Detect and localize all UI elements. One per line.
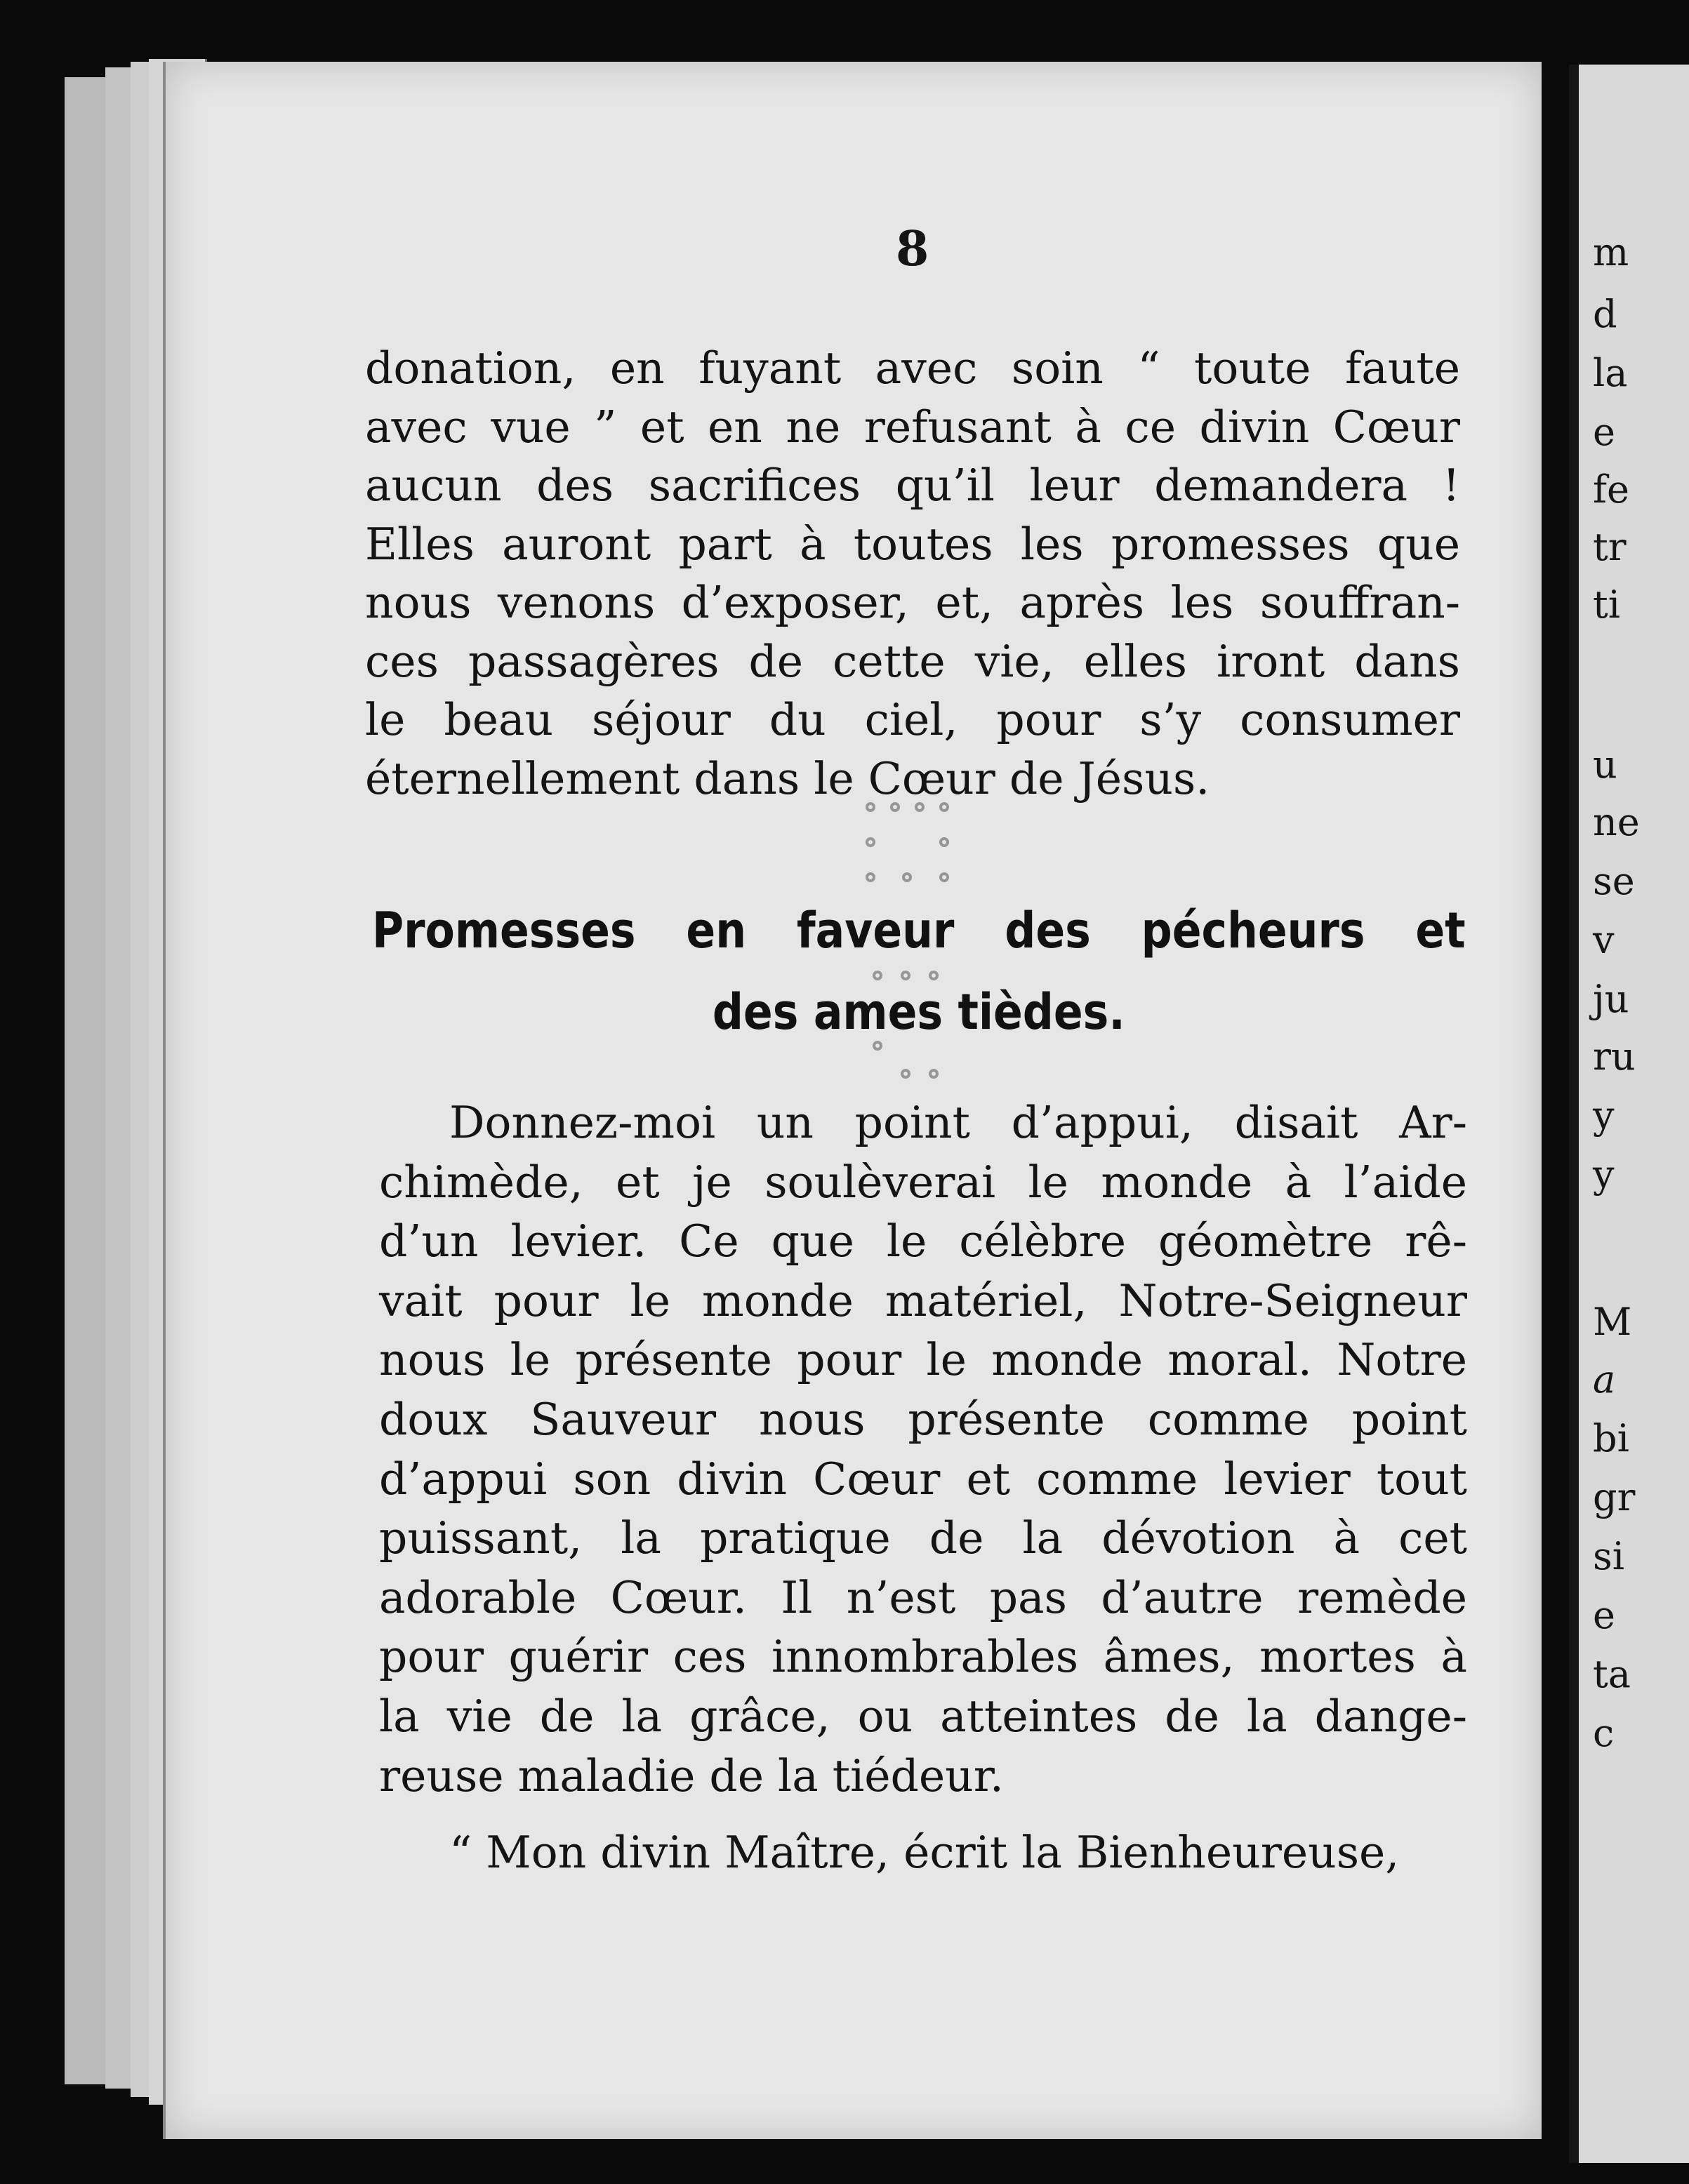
- adjacent-page-text-fragment: ju: [1593, 977, 1629, 1021]
- adjacent-page-text-fragment: u: [1593, 743, 1617, 787]
- adjacent-page-text-fragment: gr: [1593, 1475, 1636, 1519]
- text-line: Elles auront part à toutes les promesses que: [365, 518, 1460, 570]
- text-line: Donnez-moi un point d’appui, disait Ar-: [449, 1097, 1467, 1148]
- adjacent-page-text-fragment: ta: [1593, 1652, 1631, 1696]
- text-line: donation, en fuyant avec soin “ toute faute: [365, 342, 1460, 394]
- text-line: doux Sauveur nous présente comme point: [379, 1394, 1467, 1445]
- adjacent-page-text-fragment: fe: [1593, 467, 1629, 512]
- text-line: puissant, la pratique de la dévotion à cet: [379, 1512, 1467, 1564]
- heading-line-2: des ames tièdes.: [712, 983, 1125, 1041]
- adjacent-page-text-fragment: M: [1593, 1300, 1632, 1344]
- adjacent-page-text-fragment: tr: [1593, 525, 1627, 569]
- adjacent-page-text-fragment: m: [1593, 230, 1629, 274]
- text-line: vait pour le monde matériel, Notre-Seigneur: [379, 1274, 1467, 1326]
- text-line: nous venons d’exposer, et, après les souffran-: [365, 577, 1460, 628]
- text-line: d’appui son divin Cœur et comme levier tout: [379, 1453, 1467, 1505]
- text-line: adorable Cœur. Il n’est pas d’autre remède: [379, 1571, 1467, 1623]
- adjacent-page-text-fragment: se: [1593, 859, 1635, 903]
- adjacent-page-text-fragment: ru: [1593, 1034, 1636, 1079]
- adjacent-page-text-fragment: e: [1593, 1593, 1615, 1637]
- text-line: reuse maladie de la tiédeur.: [379, 1750, 1004, 1802]
- text-line: pour guérir ces innombrables âmes, mortes à: [379, 1631, 1467, 1683]
- text-line: aucun des sacrifices qu’il leur demandera !: [365, 460, 1460, 511]
- heading-line-1: Promesses en faveur des pécheurs et: [372, 902, 1466, 959]
- text-line: nous le présente pour le monde moral. Notre: [379, 1334, 1467, 1386]
- section-heading: [372, 890, 1466, 1053]
- adjacent-page-text-fragment: ne: [1593, 800, 1640, 844]
- adjacent-page-text-fragment: d: [1593, 292, 1617, 336]
- page-number: 8: [896, 221, 929, 277]
- adjacent-page-fragment: [1569, 65, 1689, 2163]
- text-line: d’un levier. Ce que le célèbre géomètre rê-: [379, 1216, 1467, 1267]
- adjacent-page-text-fragment: e: [1593, 410, 1615, 454]
- text-line: ces passagères de cette vie, elles iront dans: [365, 635, 1460, 687]
- adjacent-page-text-fragment: y: [1593, 1093, 1615, 1138]
- text-line: la vie de la grâce, ou atteintes de la dange-: [379, 1691, 1467, 1742]
- adjacent-page-text-fragment: a: [1593, 1357, 1616, 1401]
- adjacent-page-text-fragment: y: [1593, 1152, 1615, 1197]
- adjacent-page-text-fragment: ti: [1593, 582, 1620, 627]
- adjacent-page-text-fragment: v: [1593, 918, 1615, 962]
- text-line: avec vue ” et en ne refusant à ce divin Cœur: [365, 401, 1460, 453]
- adjacent-page-text-fragment: c: [1593, 1711, 1615, 1755]
- text-line: le beau séjour du ciel, pour s’y consumer: [365, 694, 1460, 745]
- text-line: éternellement dans le Cœur de Jésus.: [365, 752, 1210, 804]
- adjacent-page-text-fragment: la: [1593, 351, 1628, 395]
- adjacent-page-text-fragment: si: [1593, 1534, 1624, 1578]
- adjacent-page-text-fragment: bi: [1593, 1416, 1629, 1460]
- text-line: “ Mon divin Maître, écrit la Bienheureuse,: [449, 1827, 1400, 1878]
- text-line: chimède, et je soulèverai le monde à l’aide: [379, 1156, 1467, 1208]
